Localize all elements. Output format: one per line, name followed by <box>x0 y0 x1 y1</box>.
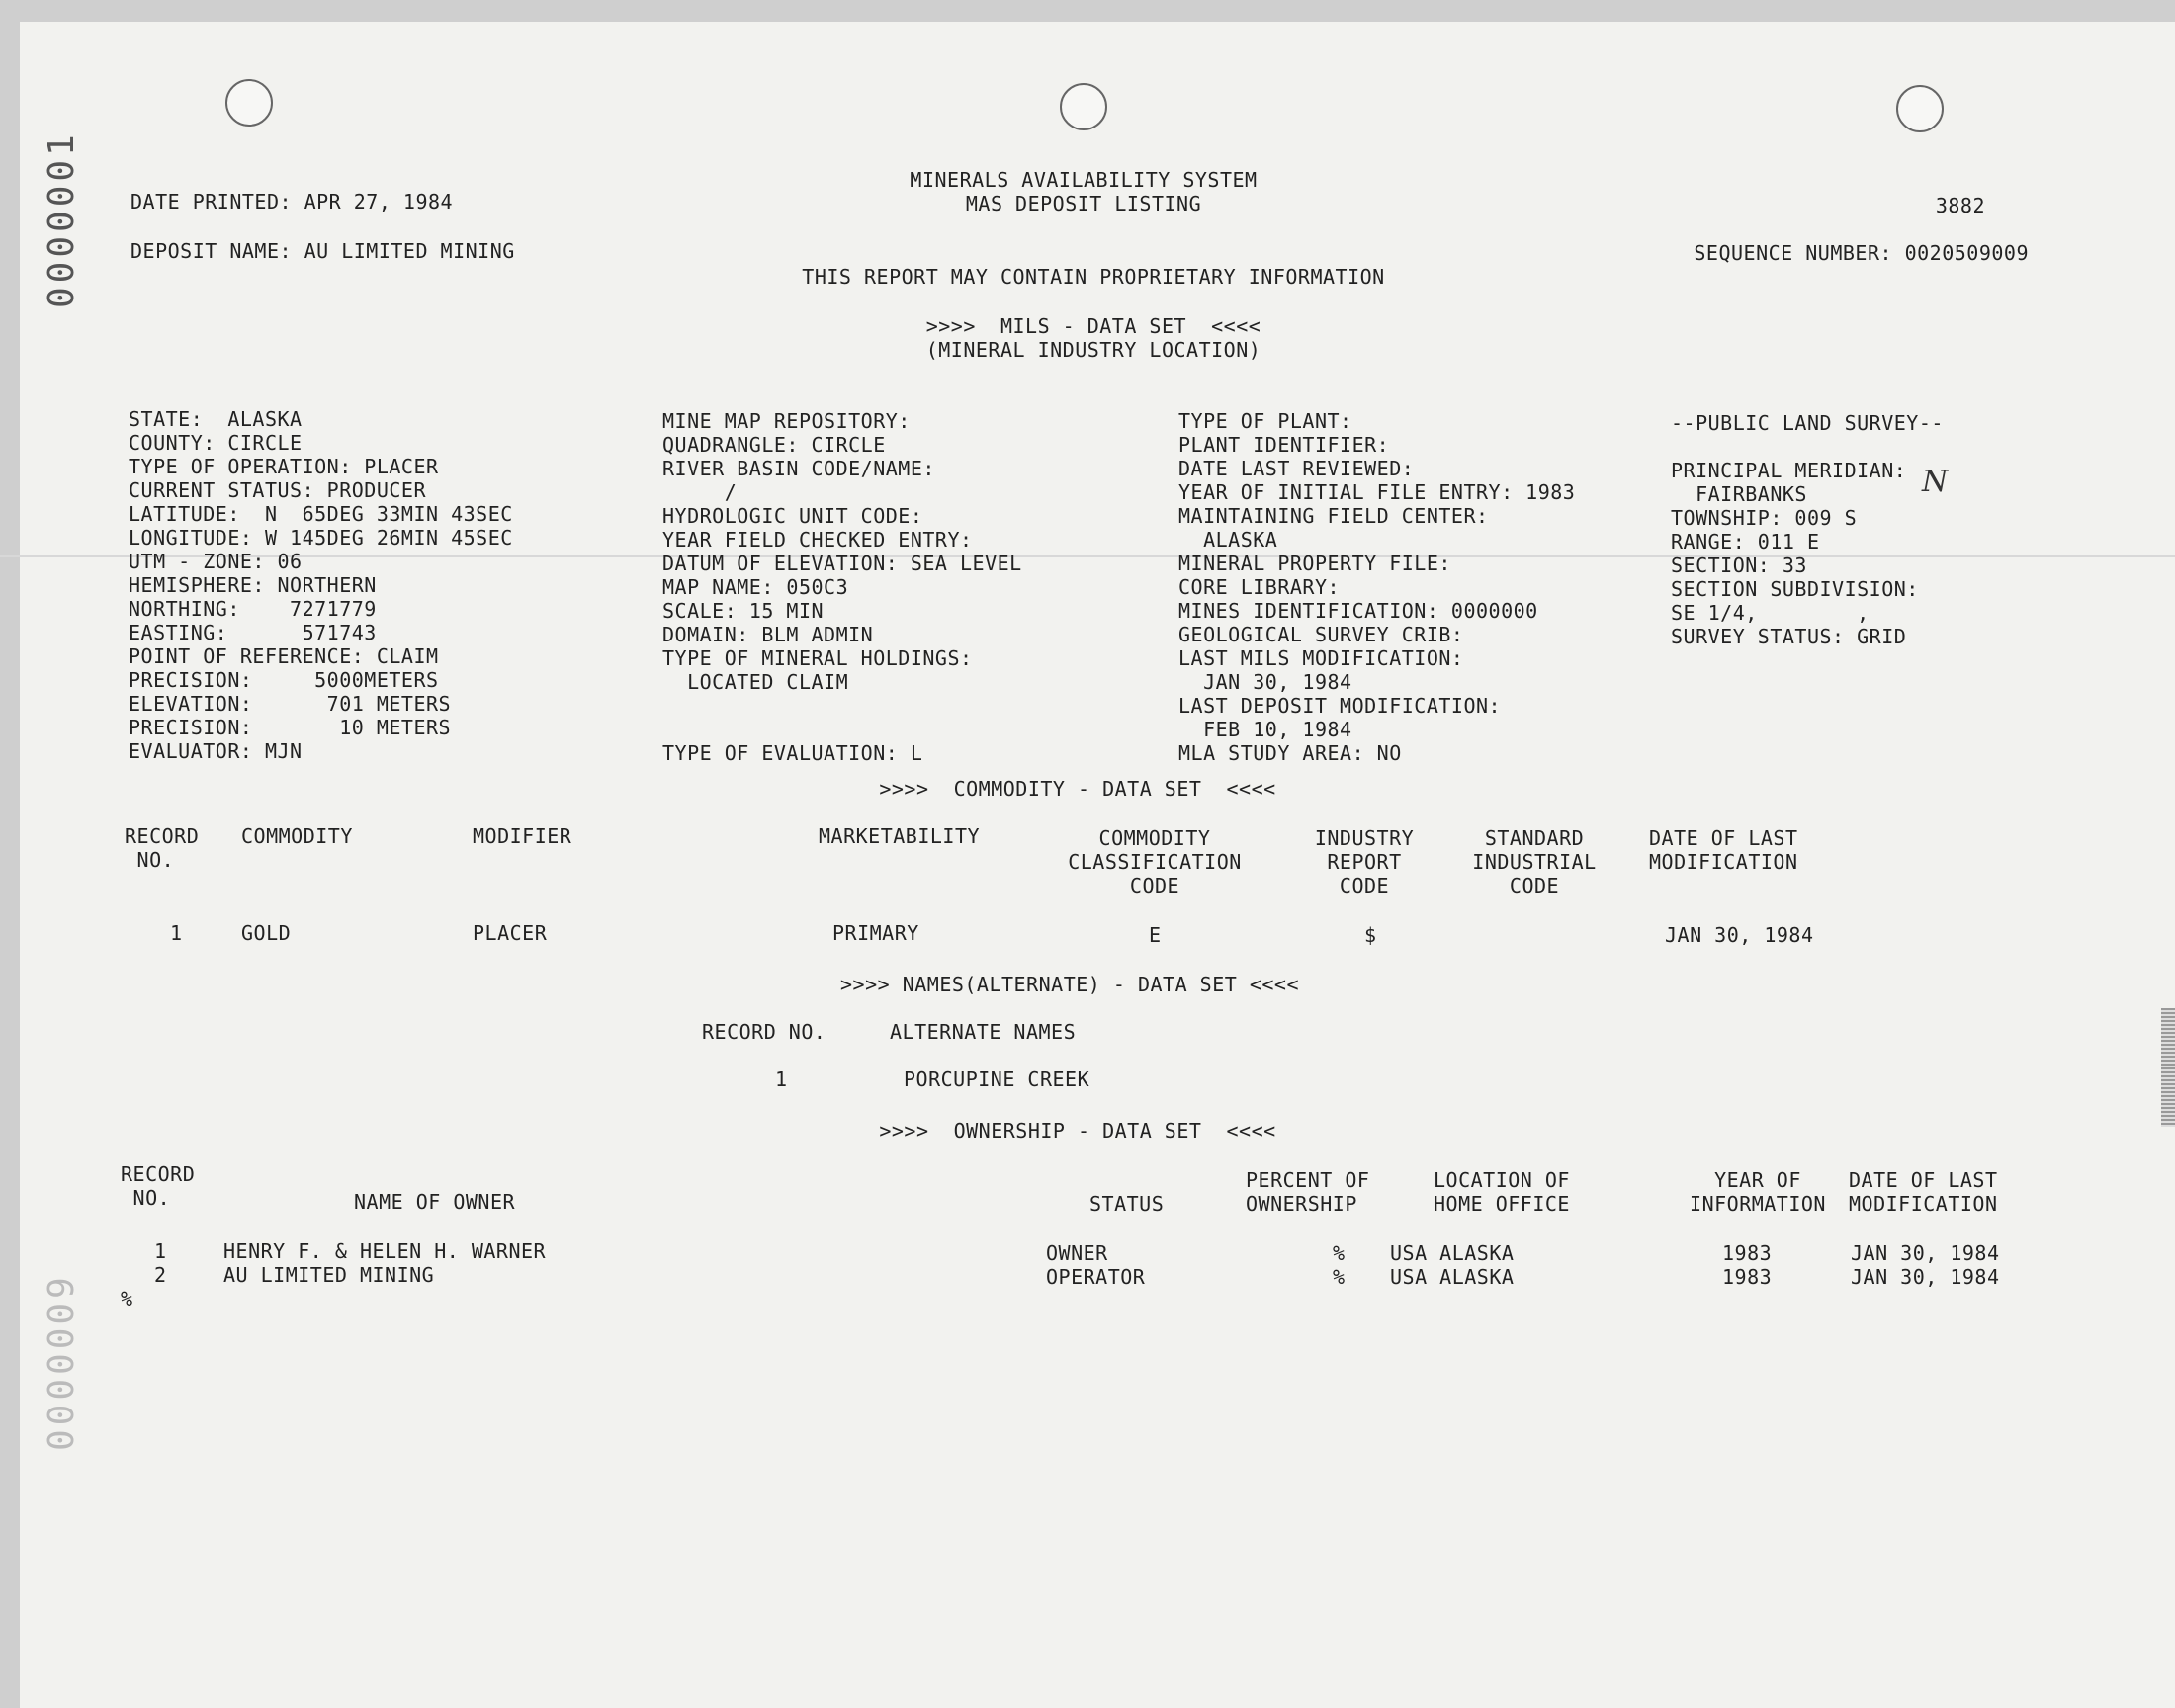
ownership-header-date: DATE OF LAST MODIFICATION <box>1849 1168 1998 1216</box>
commodity-header-classification: COMMODITY CLASSIFICATION CODE <box>1068 826 1242 897</box>
commodity-header-marketability: MARKETABILITY <box>819 824 981 848</box>
field-initial-file-entry: YEAR OF INITIAL FILE ENTRY: 1983 <box>1178 480 1576 504</box>
field-evaluator: EVALUATOR: MJN <box>129 739 303 763</box>
field-last-deposit-mod-value: FEB 10, 1984 <box>1178 718 1352 741</box>
commodity-header-modifier: MODIFIER <box>473 824 572 848</box>
ownership-row-2-name: AU LIMITED MINING <box>223 1263 435 1287</box>
punch-hole-left <box>225 79 273 127</box>
commodity-row-modifier: PLACER <box>473 921 548 945</box>
trailing-mark: % <box>121 1287 133 1311</box>
field-last-mils-mod: LAST MILS MODIFICATION: <box>1178 646 1464 670</box>
field-hemisphere: HEMISPHERE: NORTHERN <box>129 573 377 597</box>
ownership-row-1-record: 1 <box>154 1239 167 1263</box>
field-last-deposit-mod: LAST DEPOSIT MODIFICATION: <box>1178 694 1502 718</box>
field-river-basin: RIVER BASIN CODE/NAME: <box>662 457 935 480</box>
ownership-row-1-name: HENRY F. & HELEN H. WARNER <box>223 1239 547 1263</box>
commodity-row-record: 1 <box>170 921 183 945</box>
field-last-mils-mod-value: JAN 30, 1984 <box>1178 670 1352 694</box>
field-latitude: LATITUDE: N 65DEG 33MIN 43SEC <box>129 502 513 526</box>
ownership-header-record: RECORD NO. <box>121 1162 196 1210</box>
commodity-header-date: DATE OF LAST MODIFICATION <box>1649 826 1798 874</box>
field-principal-meridian-value: FAIRBANKS <box>1671 482 1807 506</box>
field-map-name: MAP NAME: 050C3 <box>662 575 849 599</box>
field-section-subdivision-value: SE 1/4, , <box>1671 601 1870 625</box>
field-scale: SCALE: 15 MIN <box>662 599 825 623</box>
page-edge-stack <box>2161 1008 2175 1127</box>
mils-col-land-survey <box>1671 387 1944 672</box>
field-easting: EASTING: 571743 <box>129 621 377 644</box>
ownership-row-2-date: JAN 30, 1984 <box>1851 1265 2000 1289</box>
handwritten-mark: N <box>1922 465 1949 499</box>
names-header-record: RECORD NO. <box>702 1020 826 1044</box>
names-row-record: 1 <box>775 1068 788 1091</box>
field-domain: DOMAIN: BLM ADMIN <box>662 623 874 646</box>
punch-hole-right <box>1896 85 1944 132</box>
mils-col-location <box>129 384 513 787</box>
ownership-row-2-record: 2 <box>154 1263 167 1287</box>
margin-stamp-faint: 0000009 <box>42 1273 82 1451</box>
spacer <box>662 718 1022 741</box>
field-elevation-precision: PRECISION: 10 METERS <box>129 716 452 739</box>
deposit-name: DEPOSIT NAME: AU LIMITED MINING <box>130 239 515 263</box>
names-title: >>>> NAMES(ALTERNATE) - DATA SET <<<< <box>839 973 1300 996</box>
field-township: TOWNSHIP: 009 S <box>1671 506 1858 530</box>
listing-title: MAS DEPOSIT LISTING <box>965 192 1202 215</box>
ownership-row-2-year: 1983 <box>1722 1265 1773 1289</box>
field-northing: NORTHING: 7271779 <box>129 597 377 621</box>
ownership-row-1-percent: % <box>1333 1241 1346 1265</box>
field-range: RANGE: 011 E <box>1671 530 1820 554</box>
ownership-row-2-percent: % <box>1333 1265 1346 1289</box>
ownership-header-status: STATUS <box>1089 1192 1165 1216</box>
mils-col-plant <box>1178 385 1575 789</box>
commodity-row-marketability: PRIMARY <box>832 921 919 945</box>
field-longitude: LONGITUDE: W 145DEG 26MIN 45SEC <box>129 526 513 550</box>
ownership-header-name: NAME OF OWNER <box>354 1190 516 1214</box>
field-mla-study-area: MLA STUDY AREA: NO <box>1178 741 1402 765</box>
field-county: COUNTY: CIRCLE <box>129 431 303 455</box>
ownership-row-2-location: USA ALASKA <box>1390 1265 1515 1289</box>
field-quadrangle: QUADRANGLE: CIRCLE <box>662 433 886 457</box>
field-operation-type: TYPE OF OPERATION: PLACER <box>129 455 439 478</box>
field-date-last-reviewed: DATE LAST REVIEWED: <box>1178 457 1415 480</box>
field-hydrologic-unit: HYDROLOGIC UNIT CODE: <box>662 504 923 528</box>
page-number: 3882 <box>1935 194 1985 217</box>
commodity-header-commodity: COMMODITY <box>241 824 353 848</box>
field-field-center-value: ALASKA <box>1178 528 1278 552</box>
ownership-title: >>>> OWNERSHIP - DATA SET <<<< <box>879 1119 1276 1143</box>
spacer <box>1671 435 1944 459</box>
mils-subtitle: (MINERAL INDUSTRY LOCATION) <box>925 338 1262 362</box>
field-section-subdivision: SECTION SUBDIVISION: <box>1671 577 1919 601</box>
commodity-row-commodity: GOLD <box>241 921 292 945</box>
names-header-alternate: ALTERNATE NAMES <box>890 1020 1077 1044</box>
field-elevation: ELEVATION: 701 METERS <box>129 692 452 716</box>
mils-col-maps <box>662 385 1022 789</box>
date-printed: DATE PRINTED: APR 27, 1984 <box>130 190 454 214</box>
ownership-row-2-status: OPERATOR <box>1046 1265 1146 1289</box>
commodity-row-industry: $ <box>1364 923 1377 947</box>
commodity-header-standard: STANDARD INDUSTRIAL CODE <box>1472 826 1597 897</box>
field-plant-type: TYPE OF PLANT: <box>1178 409 1352 433</box>
land-survey-title: --PUBLIC LAND SURVEY-- <box>1671 411 1944 435</box>
field-evaluation-type: TYPE OF EVALUATION: L <box>662 741 923 765</box>
field-property-file: MINERAL PROPERTY FILE: <box>1178 552 1451 575</box>
sequence-number: SEQUENCE NUMBER: 0020509009 <box>1694 241 2029 265</box>
punch-hole-center <box>1060 83 1107 130</box>
ownership-row-1-status: OWNER <box>1046 1241 1108 1265</box>
ownership-row-1-year: 1983 <box>1722 1241 1773 1265</box>
field-section: SECTION: 33 <box>1671 554 1807 577</box>
field-precision: PRECISION: 5000METERS <box>129 668 439 692</box>
commodity-row-date: JAN 30, 1984 <box>1665 923 1814 947</box>
field-mine-map-repository: MINE MAP REPOSITORY: <box>662 409 911 433</box>
field-mineral-holdings-value: LOCATED CLAIM <box>662 670 849 694</box>
field-river-basin-value: / <box>662 480 738 504</box>
commodity-header-record: RECORD NO. <box>125 824 200 872</box>
field-datum: DATUM OF ELEVATION: SEA LEVEL <box>662 552 1022 575</box>
margin-stamp: 0000001 <box>42 130 82 308</box>
commodity-header-industry: INDUSTRY REPORT CODE <box>1314 826 1415 897</box>
proprietary-notice: THIS REPORT MAY CONTAIN PROPRIETARY INFORMATION <box>802 265 1385 289</box>
field-core-library: CORE LIBRARY: <box>1178 575 1341 599</box>
ownership-header-percent: PERCENT OF OWNERSHIP <box>1246 1168 1370 1216</box>
field-plant-identifier: PLANT IDENTIFIER: <box>1178 433 1390 457</box>
field-state: STATE: ALASKA <box>129 407 303 431</box>
field-survey-crib: GEOLOGICAL SURVEY CRIB: <box>1178 623 1464 646</box>
commodity-title: >>>> COMMODITY - DATA SET <<<< <box>879 777 1276 801</box>
field-current-status: CURRENT STATUS: PRODUCER <box>129 478 426 502</box>
field-principal-meridian: PRINCIPAL MERIDIAN: <box>1671 459 1907 482</box>
field-point-of-reference: POINT OF REFERENCE: CLAIM <box>129 644 439 668</box>
system-title: MINERALS AVAILABILITY SYSTEM <box>910 168 1258 192</box>
ownership-row-1-date: JAN 30, 1984 <box>1851 1241 2000 1265</box>
commodity-row-classification: E <box>1149 923 1162 947</box>
names-row-name: PORCUPINE CREEK <box>904 1068 1090 1091</box>
field-field-center: MAINTAINING FIELD CENTER: <box>1178 504 1489 528</box>
field-survey-status: SURVEY STATUS: GRID <box>1671 625 1907 648</box>
field-mines-id: MINES IDENTIFICATION: 0000000 <box>1178 599 1538 623</box>
field-year-checked: YEAR FIELD CHECKED ENTRY: <box>662 528 973 552</box>
ownership-header-year: YEAR OF INFORMATION <box>1690 1168 1826 1216</box>
field-mineral-holdings: TYPE OF MINERAL HOLDINGS: <box>662 646 973 670</box>
field-utm-zone: UTM - ZONE: 06 <box>129 550 303 573</box>
ownership-header-location: LOCATION OF HOME OFFICE <box>1434 1168 1570 1216</box>
spacer <box>662 694 1022 718</box>
mils-title: >>>> MILS - DATA SET <<<< <box>925 314 1262 338</box>
ownership-row-1-location: USA ALASKA <box>1390 1241 1515 1265</box>
